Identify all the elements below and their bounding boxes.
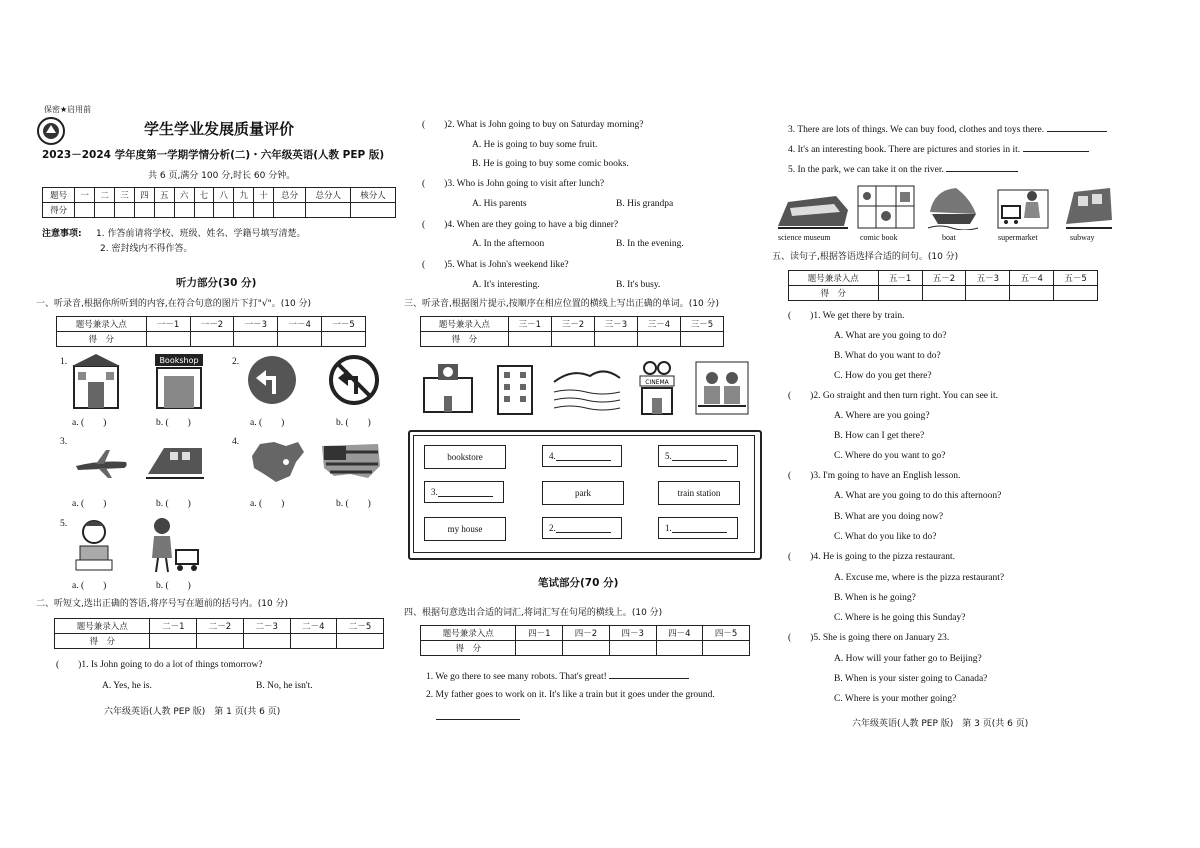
question: ( )1. We get there by train. [788, 311, 905, 321]
answer-blank[interactable] [438, 487, 493, 497]
plane-icon [72, 446, 130, 482]
question [788, 142, 1089, 156]
col-header: 五－1 [878, 271, 922, 286]
col-header: 四－5 [703, 626, 750, 641]
exam-subtitle: 2023－2024 学年度第一学期学情分析(二)・六年级英语(人教 PEP 版) [42, 149, 385, 161]
score-cell[interactable] [680, 332, 723, 347]
option: B. In the evening. [616, 239, 684, 249]
score-cell[interactable] [551, 332, 594, 347]
option: C. Where do you want to go? [834, 451, 946, 461]
score-cell[interactable] [508, 332, 551, 347]
col-header: 五－3 [966, 271, 1010, 286]
score-header: 九 [234, 188, 254, 203]
col-header: 三－3 [594, 317, 637, 332]
score-cell[interactable] [273, 203, 305, 218]
section1-score-table [56, 316, 366, 347]
box-number: 5. [665, 451, 672, 461]
option: A. Yes, he is. [102, 681, 152, 691]
col-header: 三－4 [637, 317, 680, 332]
col-header: 一－3 [234, 317, 278, 332]
score-cell[interactable] [214, 203, 234, 218]
score-cell[interactable] [351, 203, 396, 218]
question: ( )2. Go straight and then turn right. You can see it. [788, 391, 999, 401]
score-header: 题号 [43, 188, 75, 203]
cinema-icon [632, 360, 682, 416]
writing-title: 笔试部分(70 分) [538, 577, 619, 589]
middle-page [400, 0, 770, 848]
choice-a[interactable]: a. ( ) [250, 499, 285, 509]
box-number: 1. [665, 523, 672, 533]
score-cell[interactable] [966, 286, 1010, 301]
score-cell[interactable] [609, 641, 656, 656]
row-label: 得 分 [57, 332, 147, 347]
total-score-table [42, 187, 396, 218]
table-label: 题号兼录入点 [789, 271, 879, 286]
col-header: 一－4 [278, 317, 322, 332]
question: ( )3. Who is John going to visit after lunch? [422, 179, 605, 189]
word-box: bookstore [424, 445, 506, 469]
item-number: 1. [60, 357, 68, 367]
river-icon [552, 362, 622, 412]
answer-blank[interactable] [946, 162, 1018, 172]
choice-a[interactable]: a. ( ) [72, 499, 107, 509]
score-header: 一 [75, 188, 95, 203]
word-label: boat [942, 233, 956, 242]
score-cell[interactable] [278, 332, 322, 347]
box-number: 2. [549, 523, 556, 533]
score-cell[interactable] [516, 641, 563, 656]
exam-info: 共 6 页,满分 100 分,时长 60 分钟。 [148, 171, 296, 181]
option: A. Where are you going? [834, 411, 930, 421]
score-header: 十 [254, 188, 274, 203]
score-cell[interactable] [115, 203, 135, 218]
col-header: 五－5 [1054, 271, 1098, 286]
option: C. Where is he going this Sunday? [834, 613, 966, 623]
box-number: 4. [549, 451, 556, 461]
us-flag-map-icon [320, 436, 382, 486]
supermarket-icon [996, 182, 1050, 230]
choice-b[interactable]: b. ( ) [336, 499, 371, 509]
col-header: 二－4 [290, 619, 337, 634]
score-header: 三 [115, 188, 135, 203]
score-cell[interactable] [637, 332, 680, 347]
col-header: 四－3 [609, 626, 656, 641]
score-header: 八 [214, 188, 234, 203]
choice-a[interactable]: a. ( ) [72, 418, 107, 428]
col-header: 四－4 [656, 626, 703, 641]
question: ( )5. What is John's weekend like? [422, 260, 569, 270]
option: B. It's busy. [616, 280, 661, 290]
col-header: 二－1 [150, 619, 197, 634]
section4-score-table [420, 625, 750, 656]
hospital-icon [490, 360, 540, 416]
score-cell[interactable] [95, 203, 115, 218]
word-label: comic book [860, 233, 898, 242]
listening-title: 听力部分(30 分) [176, 277, 257, 289]
col-header: 二－2 [197, 619, 244, 634]
table-label: 题号兼录入点 [57, 317, 147, 332]
bookshop-icon [152, 352, 206, 410]
page-title: 学生学业发展质量评价 [144, 120, 295, 138]
score-header: 二 [95, 188, 115, 203]
answer-blank[interactable] [436, 710, 520, 720]
section1-title: 一、听录音,根据你所听到的内容,在符合句意的图片下打"√"。(10 分) [36, 299, 312, 309]
table-label: 题号兼录入点 [55, 619, 150, 634]
option: B. His grandpa [616, 199, 674, 209]
score-cell[interactable] [306, 203, 351, 218]
col-header: 二－3 [243, 619, 290, 634]
answer-blank[interactable] [556, 451, 611, 461]
section5-score-table [788, 270, 1098, 301]
score-header: 总分人 [306, 188, 351, 203]
row-label: 得 分 [421, 641, 516, 656]
box-number: 3. [431, 487, 438, 497]
choice-b[interactable]: b. ( ) [156, 418, 191, 428]
score-cell[interactable] [150, 634, 197, 649]
col-header: 三－1 [508, 317, 551, 332]
score-cell[interactable] [290, 634, 337, 649]
score-header: 核分人 [351, 188, 396, 203]
section3-score-table [420, 316, 724, 347]
item-number: 2. [232, 357, 240, 367]
svg-text:CINEMA: CINEMA [645, 379, 669, 386]
secret-label: 保密★启用前 [44, 105, 92, 114]
item-number: 5. [60, 519, 68, 529]
note-item: 1. 作答前请将学校、班级、姓名、学籍号填写清楚。 [96, 229, 306, 239]
left-page [0, 0, 400, 848]
answer-box[interactable] [658, 445, 738, 467]
train-icon [144, 440, 206, 484]
section3-title: 三、听录音,根据图片提示,按顺序在相应位置的横线上写出正确的单词。(10 分) [404, 299, 720, 309]
score-cell[interactable] [254, 203, 274, 218]
school-icon [420, 362, 476, 414]
word-label: supermarket [998, 233, 1038, 242]
no-left-turn-sign-icon [328, 354, 380, 406]
score-cell[interactable] [922, 286, 966, 301]
choice-b[interactable]: b. ( ) [156, 581, 191, 591]
word-label: science museum [778, 233, 831, 242]
school-logo-icon [36, 116, 66, 146]
page-footer: 六年级英语(人教 PEP 版) 第 3 页(共 6 页) [852, 719, 1029, 729]
question: ( )5. She is going there on January 23. [788, 633, 950, 643]
score-header: 总分 [273, 188, 305, 203]
question: ( )1. Is John going to do a lot of things tomorrow? [56, 660, 263, 670]
score-cell[interactable] [75, 203, 95, 218]
note-item: 2. 密封线内不得作答。 [100, 244, 193, 254]
item-number: 4. [232, 437, 240, 447]
question [426, 669, 689, 683]
col-header: 一－2 [190, 317, 234, 332]
answer-blank[interactable] [672, 451, 727, 461]
answer-box[interactable] [542, 517, 622, 539]
shop-building-icon [70, 352, 122, 410]
notes-label: 注意事项: [42, 229, 82, 239]
score-cell[interactable] [594, 332, 637, 347]
option: C. How do you get there? [834, 371, 932, 381]
table-label: 题号兼录入点 [421, 626, 516, 641]
score-cell[interactable] [1054, 286, 1098, 301]
option: A. What are you going to do this afternoon? [834, 491, 1002, 501]
score-header: 七 [194, 188, 214, 203]
choice-b[interactable]: b. ( ) [156, 499, 191, 509]
option: B. How can I get there? [834, 431, 925, 441]
option: A. Excuse me, where is the pizza restaurant? [834, 573, 1005, 583]
option: A. His parents [472, 199, 527, 209]
score-header: 六 [174, 188, 194, 203]
table-label: 题号兼录入点 [421, 317, 509, 332]
word-box: train station [658, 481, 740, 505]
option: C. Where is your mother going? [834, 694, 957, 704]
page-footer: 六年级英语(人教 PEP 版) 第 1 页(共 6 页) [104, 707, 281, 717]
china-map-icon [246, 436, 308, 486]
score-header: 四 [134, 188, 154, 203]
subway-icon [1064, 184, 1114, 230]
option: B. What do you want to do? [834, 351, 941, 361]
choice-a[interactable]: a. ( ) [250, 418, 285, 428]
boy-reading-icon [70, 516, 120, 574]
score-cell[interactable] [243, 634, 290, 649]
score-cell[interactable] [146, 332, 190, 347]
score-cell[interactable] [337, 634, 384, 649]
comic-book-icon [856, 184, 916, 230]
question: ( )3. I'm going to have an English lesson. [788, 471, 961, 481]
col-header: 四－2 [563, 626, 610, 641]
option: B. He is going to buy some comic books. [472, 159, 629, 169]
answer-blank[interactable] [609, 669, 689, 679]
col-header: 五－2 [922, 271, 966, 286]
turn-left-sign-icon [246, 354, 298, 406]
section5-title: 五、读句子,根据答语选择合适的问句。(10 分) [772, 252, 959, 262]
word-label: subway [1070, 233, 1095, 242]
col-header: 四－1 [516, 626, 563, 641]
boat-icon [926, 184, 980, 230]
section4-title: 四、根据句意选出合适的词汇,将词汇写在句尾的横线上。(10 分) [404, 608, 663, 618]
option: B. What are you doing now? [834, 512, 944, 522]
col-header: 三－5 [680, 317, 723, 332]
word-box: my house [424, 517, 506, 541]
score-cell[interactable] [703, 641, 750, 656]
col-header: 一－1 [146, 317, 190, 332]
option: A. How will your father go to Beijing? [834, 654, 982, 664]
row-label: 得 分 [789, 286, 879, 301]
score-cell[interactable] [878, 286, 922, 301]
row-label: 得 分 [421, 332, 509, 347]
section2-title: 二、听短文,选出正确的答语,将序号写在题前的括号内。(10 分) [36, 599, 289, 609]
choice-b[interactable]: b. ( ) [336, 418, 371, 428]
science-museum-icon [776, 186, 850, 230]
answer-blank[interactable] [1047, 122, 1107, 132]
word-box: park [542, 481, 624, 505]
question-text: 4. It's an interesting book. There are pictures and stories in it. [788, 145, 1021, 155]
answer-box[interactable] [542, 445, 622, 467]
question-text: 3. There are lots of things. We can buy food, clothes and toys there. [788, 125, 1045, 135]
question [788, 162, 1018, 176]
option: A. What are you going to do? [834, 331, 947, 341]
question: 2. My father goes to work on it. It's like a train but it goes under the ground. [426, 690, 715, 700]
family-icon [694, 360, 750, 416]
row-label: 得 分 [55, 634, 150, 649]
answer-blank[interactable] [556, 523, 611, 533]
svg-text:Bookshop: Bookshop [159, 356, 199, 365]
score-cell[interactable] [197, 634, 244, 649]
col-header: 二－5 [337, 619, 384, 634]
question: ( )4. He is going to the pizza restaurant. [788, 552, 955, 562]
score-cell[interactable] [194, 203, 214, 218]
option: A. It's interesting. [472, 280, 540, 290]
option: B. No, he isn't. [256, 681, 313, 691]
score-row-label: 得分 [43, 203, 75, 218]
option: B. When is he going? [834, 593, 916, 603]
col-header: 一－5 [322, 317, 366, 332]
score-cell[interactable] [234, 203, 254, 218]
question [788, 122, 1107, 136]
right-page [770, 0, 1200, 848]
col-header: 三－2 [551, 317, 594, 332]
answer-box[interactable] [658, 517, 738, 539]
score-cell[interactable] [190, 332, 234, 347]
question: ( )4. When are they going to have a big dinner? [422, 220, 619, 230]
score-cell[interactable] [656, 641, 703, 656]
option: A. In the afternoon [472, 239, 545, 249]
option: B. When is your sister going to Canada? [834, 674, 988, 684]
answer-box[interactable] [424, 481, 504, 503]
score-header: 五 [154, 188, 174, 203]
score-cell[interactable] [234, 332, 278, 347]
question-text: 1. We go there to see many robots. That's great! [426, 672, 607, 682]
score-cell[interactable] [322, 332, 366, 347]
score-cell[interactable] [1010, 286, 1054, 301]
score-cell[interactable] [563, 641, 610, 656]
question-text: 5. In the park, we can take it on the river. [788, 165, 944, 175]
score-cell[interactable] [154, 203, 174, 218]
section2-score-table [54, 618, 384, 649]
col-header: 五－4 [1010, 271, 1054, 286]
score-cell[interactable] [174, 203, 194, 218]
option: A. He is going to buy some fruit. [472, 140, 598, 150]
item-number: 3. [60, 437, 68, 447]
choice-a[interactable]: a. ( ) [72, 581, 107, 591]
question: ( )2. What is John going to buy on Saturday morning? [422, 120, 644, 130]
score-cell[interactable] [134, 203, 154, 218]
option: C. What do you like to do? [834, 532, 937, 542]
answer-blank[interactable] [672, 523, 727, 533]
girl-shopping-icon [146, 514, 204, 574]
answer-blank[interactable] [1023, 142, 1089, 152]
